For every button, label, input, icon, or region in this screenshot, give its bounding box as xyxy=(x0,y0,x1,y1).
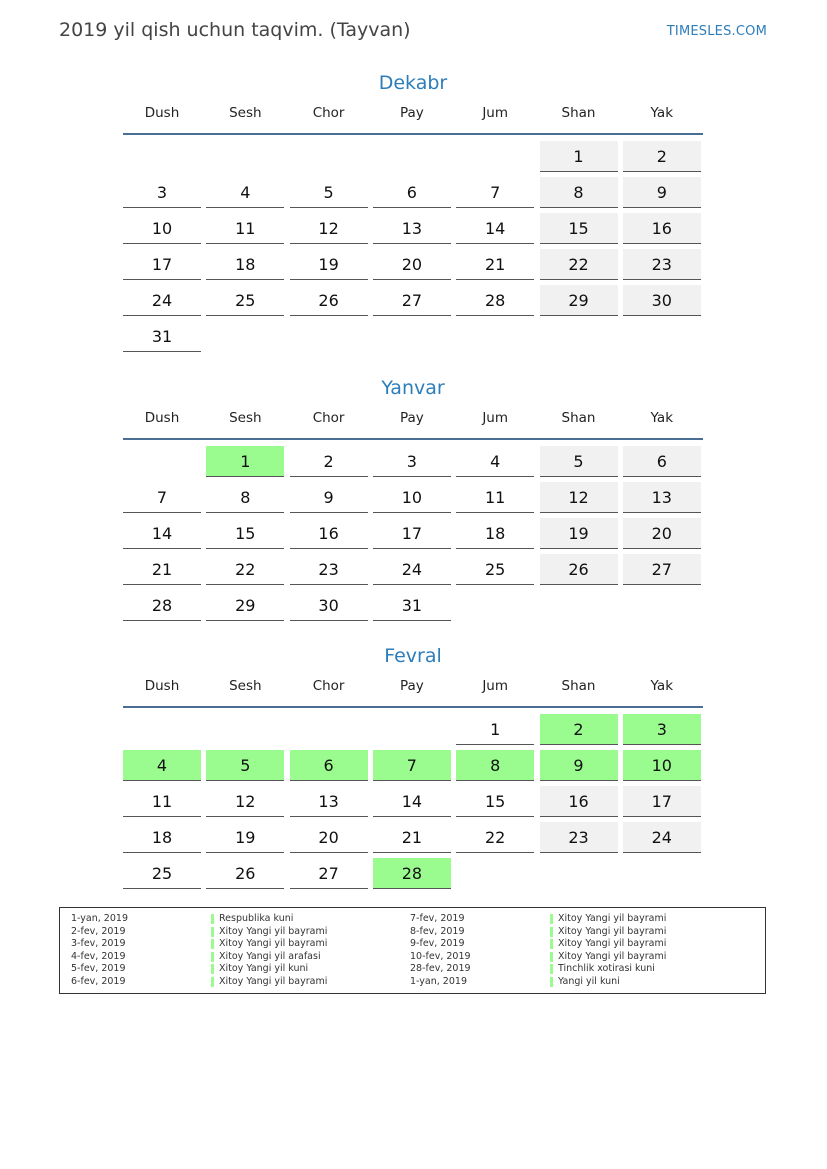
day-cell: 15 xyxy=(456,786,534,817)
legend-holiday-name: Xitoy Yangi yil kuni xyxy=(219,963,309,975)
holiday-color-marker xyxy=(550,939,553,949)
weekday-label: Yak xyxy=(650,105,674,121)
site-link[interactable]: TIMESLES.COM xyxy=(666,24,767,39)
weekday-label: Sesh xyxy=(229,678,262,694)
weekday-label: Pay xyxy=(399,105,424,121)
legend-holiday-name: Xitoy Yangi yil bayrami xyxy=(558,925,667,937)
day-cell: 25 xyxy=(456,554,534,585)
day-cell: 9 xyxy=(540,750,618,781)
weekday-label: Sesh xyxy=(229,105,262,121)
day-cell: 3 xyxy=(373,446,451,477)
holiday-color-marker xyxy=(211,927,214,937)
legend-date: 6-fev, 2019 xyxy=(71,975,126,987)
day-cell: 30 xyxy=(290,590,368,621)
day-cell: 26 xyxy=(206,858,284,889)
holiday-color-marker xyxy=(211,977,214,987)
day-cell: 18 xyxy=(456,518,534,549)
day-cell: 17 xyxy=(123,249,201,280)
day-cell: 16 xyxy=(540,786,618,817)
day-cell: 4 xyxy=(206,177,284,208)
day-cell: 20 xyxy=(623,518,701,549)
weekday-header xyxy=(123,95,703,135)
weekday-label: Chor xyxy=(312,410,345,426)
day-cell: 27 xyxy=(623,554,701,585)
weekday-label: Sesh xyxy=(229,410,262,426)
weekday-label: Dush xyxy=(144,410,180,426)
day-cell: 11 xyxy=(123,786,201,817)
day-cell: 22 xyxy=(540,249,618,280)
day-cell: 28 xyxy=(373,858,451,889)
holiday-legend xyxy=(59,907,766,994)
day-cell: 28 xyxy=(123,590,201,621)
day-cell: 10 xyxy=(123,213,201,244)
legend-holiday-name: Respublika kuni xyxy=(219,913,294,924)
day-cell: 12 xyxy=(290,213,368,244)
holiday-color-marker xyxy=(211,952,214,962)
weekday-header xyxy=(123,400,703,440)
day-cell: 13 xyxy=(373,213,451,244)
day-cell: 15 xyxy=(206,518,284,549)
day-cell: 29 xyxy=(206,590,284,621)
day-cell: 3 xyxy=(123,177,201,208)
day-cell: 27 xyxy=(373,285,451,316)
day-cell: 7 xyxy=(123,482,201,513)
day-cell: 21 xyxy=(373,822,451,853)
day-cell: 25 xyxy=(206,285,284,316)
weekday-label: Shan xyxy=(561,410,596,426)
day-cell: 11 xyxy=(206,213,284,244)
legend-date: 28-fev, 2019 xyxy=(410,963,471,975)
day-cell: 24 xyxy=(623,822,701,853)
holiday-color-marker xyxy=(550,977,553,987)
month-title: Dekabr xyxy=(378,72,448,94)
day-cell: 1 xyxy=(540,141,618,172)
holiday-color-marker xyxy=(550,964,553,974)
weekday-label: Yak xyxy=(650,410,674,426)
day-cell: 7 xyxy=(373,750,451,781)
day-cell: 13 xyxy=(623,482,701,513)
day-cell: 18 xyxy=(123,822,201,853)
legend-holiday-name: Xitoy Yangi yil bayrami xyxy=(558,950,667,962)
month-title: Fevral xyxy=(384,645,442,667)
holiday-color-marker xyxy=(211,939,214,949)
day-cell: 10 xyxy=(623,750,701,781)
weekday-label: Pay xyxy=(399,410,424,426)
day-cell: 8 xyxy=(540,177,618,208)
day-cell: 29 xyxy=(540,285,618,316)
holiday-color-marker xyxy=(211,964,214,974)
legend-date: 7-fev, 2019 xyxy=(410,913,465,924)
weekday-label: Jum xyxy=(482,678,509,694)
day-cell: 7 xyxy=(456,177,534,208)
legend-date: 9-fev, 2019 xyxy=(410,938,465,950)
day-cell: 22 xyxy=(206,554,284,585)
month-january xyxy=(123,376,703,615)
day-cell: 8 xyxy=(206,482,284,513)
day-cell: 21 xyxy=(456,249,534,280)
day-cell: 6 xyxy=(290,750,368,781)
day-cell: 19 xyxy=(290,249,368,280)
day-cell: 20 xyxy=(373,249,451,280)
day-cell: 2 xyxy=(540,714,618,745)
day-cell: 24 xyxy=(373,554,451,585)
day-cell: 14 xyxy=(456,213,534,244)
month-title: Yanvar xyxy=(381,377,445,399)
day-cell: 18 xyxy=(206,249,284,280)
day-cell: 24 xyxy=(123,285,201,316)
legend-date: 1-yan, 2019 xyxy=(410,975,467,987)
legend-date: 2-fev, 2019 xyxy=(71,925,126,937)
day-cell: 1 xyxy=(456,714,534,745)
weekday-label: Jum xyxy=(482,410,509,426)
holiday-color-marker xyxy=(550,952,553,962)
day-cell: 30 xyxy=(623,285,701,316)
weekday-label: Dush xyxy=(144,105,180,121)
day-cell: 15 xyxy=(540,213,618,244)
month-february xyxy=(123,644,703,883)
legend-holiday-name: Xitoy Yangi yil bayrami xyxy=(558,913,667,924)
weekday-label: Chor xyxy=(312,678,345,694)
day-cell: 26 xyxy=(540,554,618,585)
day-cell: 4 xyxy=(123,750,201,781)
day-cell: 14 xyxy=(373,786,451,817)
day-cell: 16 xyxy=(623,213,701,244)
legend-date: 8-fev, 2019 xyxy=(410,925,465,937)
day-cell: 27 xyxy=(290,858,368,889)
day-cell: 6 xyxy=(623,446,701,477)
day-cell: 28 xyxy=(456,285,534,316)
month-december xyxy=(123,71,703,346)
day-cell: 23 xyxy=(540,822,618,853)
legend-holiday-name: Tinchlik xotirasi kuni xyxy=(558,963,655,975)
day-cell: 23 xyxy=(290,554,368,585)
day-cell: 31 xyxy=(123,321,201,352)
day-cell: 13 xyxy=(290,786,368,817)
day-cell: 10 xyxy=(373,482,451,513)
legend-holiday-name: Xitoy Yangi yil bayrami xyxy=(219,975,328,987)
legend-holiday-name: Xitoy Yangi yil bayrami xyxy=(558,938,667,950)
day-cell: 17 xyxy=(373,518,451,549)
day-cell: 5 xyxy=(206,750,284,781)
legend-date: 3-fev, 2019 xyxy=(71,938,126,950)
legend-date: 10-fev, 2019 xyxy=(410,950,471,962)
day-cell: 23 xyxy=(623,249,701,280)
day-cell: 5 xyxy=(290,177,368,208)
weekday-label: Yak xyxy=(650,678,674,694)
day-cell: 6 xyxy=(373,177,451,208)
holiday-color-marker xyxy=(550,914,553,924)
legend-date: 4-fev, 2019 xyxy=(71,950,126,962)
day-cell: 26 xyxy=(290,285,368,316)
day-cell: 16 xyxy=(290,518,368,549)
day-cell: 21 xyxy=(123,554,201,585)
weekday-label: Shan xyxy=(561,105,596,121)
holiday-color-marker xyxy=(550,927,553,937)
day-cell: 1 xyxy=(206,446,284,477)
day-cell: 9 xyxy=(623,177,701,208)
weekday-label: Dush xyxy=(144,678,180,694)
legend-date: 5-fev, 2019 xyxy=(71,963,126,975)
weekday-label: Pay xyxy=(399,678,424,694)
day-cell: 9 xyxy=(290,482,368,513)
legend-holiday-name: Xitoy Yangi yil bayrami xyxy=(219,938,328,950)
day-cell: 25 xyxy=(123,858,201,889)
weekday-label: Jum xyxy=(482,105,509,121)
holiday-color-marker xyxy=(211,914,214,924)
day-cell: 19 xyxy=(540,518,618,549)
weekday-header xyxy=(123,668,703,708)
page-title: 2019 yil qish uchun taqvim. (Tayvan) xyxy=(59,19,411,41)
day-cell: 2 xyxy=(623,141,701,172)
day-cell: 22 xyxy=(456,822,534,853)
day-cell: 20 xyxy=(290,822,368,853)
day-cell: 11 xyxy=(456,482,534,513)
weekday-label: Chor xyxy=(312,105,345,121)
day-cell: 12 xyxy=(540,482,618,513)
legend-holiday-name: Xitoy Yangi yil arafasi xyxy=(219,950,321,962)
day-cell: 5 xyxy=(540,446,618,477)
day-cell: 19 xyxy=(206,822,284,853)
weekday-label: Shan xyxy=(561,678,596,694)
day-cell: 4 xyxy=(456,446,534,477)
day-cell: 2 xyxy=(290,446,368,477)
legend-holiday-name: Xitoy Yangi yil bayrami xyxy=(219,925,328,937)
day-cell: 3 xyxy=(623,714,701,745)
day-cell: 14 xyxy=(123,518,201,549)
legend-date: 1-yan, 2019 xyxy=(71,913,128,924)
day-cell: 8 xyxy=(456,750,534,781)
day-cell: 12 xyxy=(206,786,284,817)
day-cell: 31 xyxy=(373,590,451,621)
legend-holiday-name: Yangi yil kuni xyxy=(558,975,620,987)
day-cell: 17 xyxy=(623,786,701,817)
